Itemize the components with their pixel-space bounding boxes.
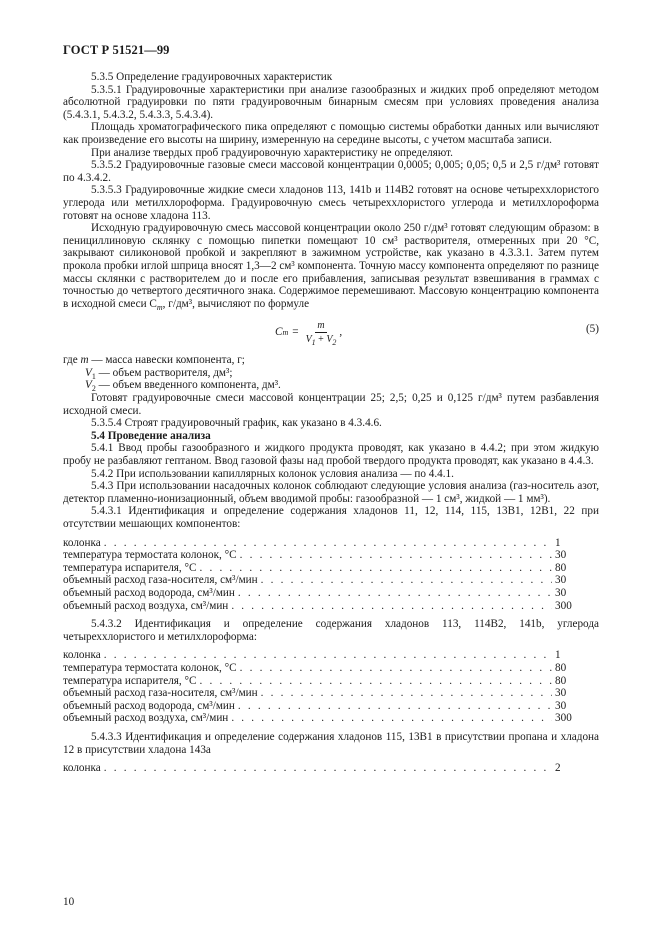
paragraph [63,222,599,310]
formula-numerator: m [317,320,325,332]
legend-symbol: m [80,354,89,367]
condition-label: колонка [63,649,101,662]
conditions-list-1 [63,537,599,613]
formula-equals: = [292,326,299,339]
paragraph: 5.4.3.3 Идентификация и определение содержания хладонов 115, 13B1 в присутствии пропана и хладона 12 в присутствии хладона 143а [63,730,599,756]
legend-line [63,367,599,380]
leader-dots [104,537,552,550]
condition-label: температура испарителя, °С [63,561,197,574]
section-heading: 5.4 Проведение анализа [91,429,211,442]
paragraph-text: , г/дм³, вычисляют по формуле [162,297,310,310]
condition-value: 80 [555,561,567,574]
condition-label: температура термостата колонок, °С [63,549,237,562]
leader-dots [240,549,552,562]
legend-sub: 2 [91,384,96,394]
paragraph: 5.3.5.4 Строят градуировочный график, как указано в 4.3.4.6. [91,417,382,430]
paragraph: 5.4.3.2 Идентификация и определение содержания хладонов 113, 114B2, 141b, углерода четыреххлористого и метилхлороформа: [63,618,599,643]
legend-sub: 1 [91,372,96,382]
legend-text: — объем введенного компонента, дм³. [98,379,281,392]
condition-value: 300 [555,712,572,725]
formula-den-b: V [326,334,333,346]
paragraph-text: Исходную градуировочную смесь массовой концентрации около 250 г/дм³ готовят следующим образом: в пенициллиновую склянку с помощью пипетки помещают 10 см³ растворителя, отмеренных при 20 °С, закрывают силиконовой пробкой и закрепляют в зажимном устройстве, как указано в 4.3.3.1. Затем путем прокола пробки иглой шприца вносят 1,3—2 см³ компонента. Точную массу компонента определяют по разнице массы склянки с растворителем до и после его прибавления, записывая результат взвешивания в граммах с точностью до четвертого десятичного знака. Содержимое перемешивают. Массовую концентрацию компонента в исходной смеси C [63,222,599,310]
condition-value: 30 [555,549,567,562]
condition-row [63,649,599,662]
condition-value: 30 [555,574,567,587]
paragraph: 5.3.5.1 Градуировочные характеристики при анализе газообразных и жидких проб определяют методом абсолютной градуировки по пяти градуировочным бинарным смесям при условиях проведения анализа (5.4.3.1, 5.4.3.2, 5.4.3.3, 5.4.3.4). [63,83,599,121]
condition-row [63,687,599,700]
condition-label: колонка [63,536,101,549]
condition-row [63,587,599,600]
paragraph: При анализе твердых проб градуировочную характеристику не определяют. [91,146,453,159]
condition-row [63,600,599,613]
paragraph: 5.4.2 При использовании капиллярных колонок условия анализа — по 4.4.1. [91,467,454,480]
leader-dots [231,712,552,725]
formula-plus: + [318,334,324,346]
condition-value: 30 [555,586,567,599]
condition-row [63,562,599,575]
leader-dots [199,675,552,688]
condition-label: объемный расход газа-носителя, см³/мин [63,574,258,587]
leader-dots [261,574,552,587]
conditions-list-3 [63,762,599,775]
paragraph: 5.4.3.1 Идентификация и определение содержания хладонов 11, 12, 114, 115, 13B1, 12B1, 22 при отсутствии мешающих компонентов: [63,505,599,530]
paragraph: 5.4.3 При использовании насадочных колонок соблюдают следующие условия анализа (газ-носитель азот, детектор пламенно-ионизационный, объем вводимой пробы: газообразной — 1 см³, жидкой — 1 мм³). [63,480,599,505]
formula-den-a: V [305,334,312,346]
condition-value: 30 [555,687,567,700]
leader-dots [104,762,552,775]
legend-prefix: где [63,354,78,367]
formula-expression: C m = $\frac{m}{V_1 + V_2}$ , [275,320,343,348]
condition-label: температура испарителя, °С [63,674,197,687]
condition-label: объемный расход газа-носителя, см³/мин [63,687,258,700]
section-heading: 5.3.5 Определение градуировочных характеристик [91,71,333,83]
formula-lhs: C [275,326,283,339]
legend-line [63,354,599,367]
condition-value: 30 [555,699,567,712]
condition-value: 1 [555,536,561,549]
formula-denominator [305,333,337,348]
condition-label: объемный расход воздуха, см³/мин [63,712,229,725]
condition-value: 80 [555,661,567,674]
leader-dots [104,649,552,662]
paragraph: 5.4.1 Ввод пробы газообразного и жидкого продукта проводят, как указано в 4.4.2; при этом жидкую пробу не разбавляют гептаном. Ввод газовой фазы над пробой твердого продукта проводят, как указано в 4.4.3. [63,442,599,468]
condition-row [63,712,599,725]
condition-row [63,574,599,587]
conditions-list-2 [63,649,599,725]
legend-text: — масса навески компонента, г; [91,354,245,367]
condition-row [63,675,599,688]
leader-dots [240,662,552,675]
paragraph: 5.3.5.2 Градуировочные газовые смеси массовой концентрации 0,0005; 0,005; 0,05; 0,5 и 2,5 г/дм³ готовят по 4.3.4.2. [63,159,599,184]
condition-row [63,537,599,550]
condition-value: 1 [555,649,561,662]
paragraph: Площадь хроматографического пика определяют с помощью системы обработки данных или вычисляют как произведение его высоты на ширину, измеренную на середине высоты, с учетом масштаба записи. [63,121,599,146]
condition-row [63,762,599,775]
formula-legend [63,354,599,392]
formula-den-b-sub: 2 [332,338,337,348]
paragraph: 5.3.5.3 Градуировочные жидкие смеси хладонов 113, 141b и 114B2 готовят на основе четыреххлористого углерода или метилхлороформа. Градуировочную смесь четыреххлористого углерода и метилхлороформа готовят на основе хладона 113. [63,184,599,222]
page-number: 10 [63,896,75,908]
leader-dots [199,562,552,575]
condition-value: 80 [555,674,567,687]
condition-label: температура термостата колонок, °С [63,661,237,674]
formula-den-a-sub: 1 [311,338,316,348]
condition-label: колонка [63,762,101,775]
condition-row [63,549,599,562]
condition-label: объемный расход водорода, см³/мин [63,699,235,712]
formula-comma: , [339,326,343,339]
legend-line [63,379,599,392]
legend-symbol: V [85,379,92,392]
document-body [63,71,599,775]
legend-text: — объем растворителя, дм³; [98,366,233,379]
condition-label: объемный расход воздуха, см³/мин [63,599,229,612]
subscript: m [156,302,163,312]
condition-row [63,662,599,675]
condition-value: 2 [555,762,561,775]
document-header: ГОСТ Р 51521—99 [63,43,170,57]
condition-value: 300 [555,599,572,612]
formula-fraction [305,320,337,348]
leader-dots [238,587,552,600]
formula-number: (5) [585,323,599,336]
legend-symbol: V [85,366,92,379]
condition-label: объемный расход водорода, см³/мин [63,586,235,599]
paragraph: Готовят градуировочные смеси массовой концентрации 25; 2,5; 0,25 и 0,125 г/дм³ путем разбавления исходной смеси. [63,392,599,417]
leader-dots [231,600,552,613]
leader-dots [238,700,552,713]
condition-row [63,700,599,713]
leader-dots [261,687,552,700]
formula-5 [63,314,599,350]
